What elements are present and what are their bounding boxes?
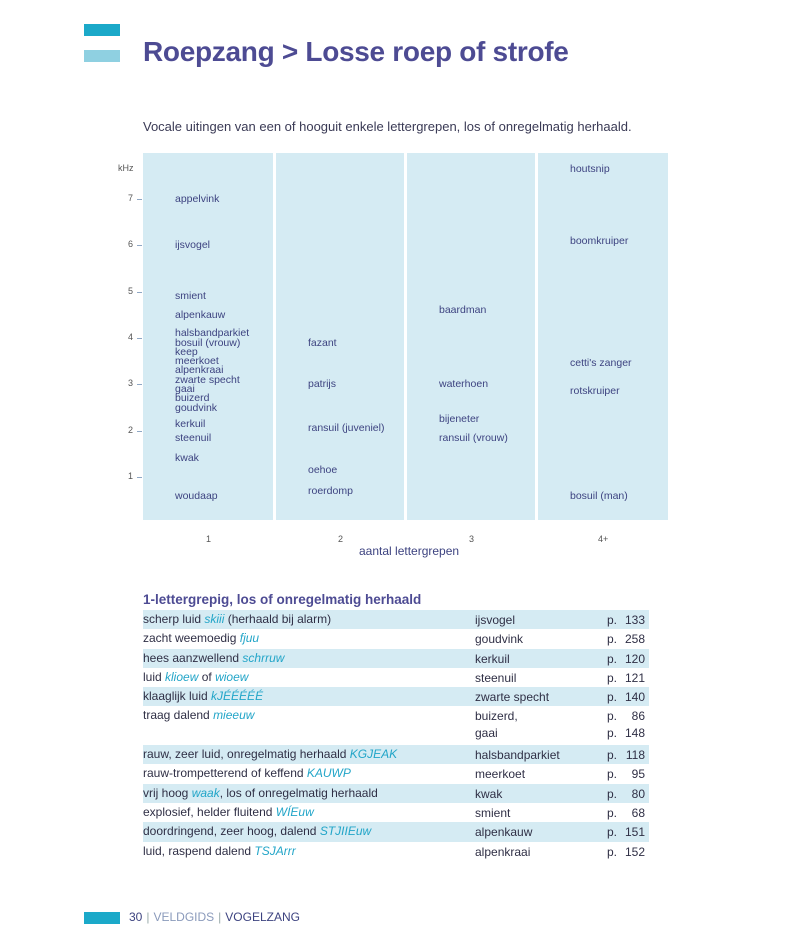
species-label: roerdomp <box>308 484 353 497</box>
page-prefix <box>607 786 617 803</box>
bird-name <box>475 708 518 742</box>
description-text: rauw-trompetterend of keffend <box>143 766 307 781</box>
page-number-text: 95 <box>631 767 645 782</box>
call-transcription: skiii <box>204 612 225 626</box>
page-prefix-text: p. <box>607 786 618 801</box>
bird-name <box>475 651 510 668</box>
species-label: alpenkraai <box>175 364 224 377</box>
page-prefix-text: p. <box>607 690 618 705</box>
table-row <box>143 803 649 822</box>
bird-name <box>475 689 549 706</box>
y-tick-mark <box>137 431 142 432</box>
frequency-chart <box>143 153 668 520</box>
call-description <box>143 805 314 819</box>
call-transcription: schrruw <box>242 650 285 665</box>
page-prefix <box>607 805 617 822</box>
page-reference <box>626 747 645 764</box>
page-prefix-text: p. <box>607 825 618 840</box>
call-transcription: KAUWP <box>306 766 351 781</box>
y-tick-mark <box>137 338 142 339</box>
description-text: doordringend, zeer hoog, dalend <box>143 824 320 839</box>
page-number-text: 68 <box>631 805 645 820</box>
call-transcription: KGJEAK <box>349 747 398 762</box>
bird-name-text: ijsvogel <box>475 613 516 627</box>
page-prefix-text: p. <box>607 709 618 724</box>
description-text: klaaglijk luid <box>143 689 212 704</box>
species-label: ransuil (juveniel) <box>308 422 385 435</box>
species-label: ijsvogel <box>175 239 211 252</box>
call-transcription: mieeuw <box>213 708 255 723</box>
bird-name-text: alpenkauw <box>475 825 533 840</box>
species-label: rotskruiper <box>570 385 620 398</box>
call-description <box>143 670 248 684</box>
bird-name <box>475 824 532 841</box>
bird-name-text: gaai <box>475 726 498 741</box>
bird-name-text: kwak <box>475 786 503 801</box>
species-label: halsbandparkiet <box>175 327 250 340</box>
call-description <box>143 786 378 800</box>
species-label: woudaap <box>175 489 218 502</box>
table-row <box>143 629 649 648</box>
page-prefix <box>607 844 617 861</box>
chart-column-3 <box>407 153 535 520</box>
bird-name-text: meerkoet <box>475 767 526 782</box>
call-description <box>143 612 331 626</box>
page-number-text: 152 <box>624 844 645 859</box>
species-label: gaai <box>175 382 195 395</box>
species-label: steenuil <box>175 431 212 444</box>
bird-name <box>475 844 530 861</box>
page-prefix <box>607 612 617 629</box>
page-title: Roepzang > Losse roep of strofe <box>143 36 569 67</box>
description-text: luid, raspend dalend <box>143 843 255 858</box>
page-prefix-text: p. <box>607 613 618 627</box>
description-text: zacht weemoedig <box>143 631 240 646</box>
species-label: kerkuil <box>175 417 206 430</box>
page-prefix-text: p. <box>607 670 618 685</box>
species-label: bijeneter <box>439 413 480 426</box>
y-tick-label: 4 <box>127 332 133 342</box>
table-row <box>143 610 649 629</box>
page-prefix <box>607 747 617 764</box>
page-prefix-text: p. <box>607 748 618 763</box>
table-row <box>143 822 649 841</box>
page-number-text: 120 <box>624 651 645 666</box>
y-tick-label: 3 <box>127 378 133 389</box>
bird-name <box>475 766 525 783</box>
bird-name-text: halsbandparkiet <box>475 748 560 763</box>
table-row <box>143 706 649 745</box>
description-text: , los of onregelmatig herhaald <box>219 785 378 800</box>
y-tick-label: 1 <box>127 471 133 481</box>
y-tick-label: 7 <box>127 193 133 204</box>
section-title: 1-lettergrepig, los of onregelmatig herhaald <box>143 592 422 607</box>
description-text: scherp luid <box>143 612 205 626</box>
y-tick-mark <box>137 245 142 246</box>
bird-name <box>475 747 560 764</box>
x-tick-label: 1 <box>206 534 212 544</box>
page-reference <box>632 786 645 803</box>
bird-name <box>475 612 515 629</box>
species-label: baardman <box>439 304 487 317</box>
species-label: fazant <box>308 336 337 349</box>
footer-book: VELDGIDS <box>153 910 215 924</box>
call-transcription: fjuu <box>239 631 260 646</box>
species-label: zwarte specht <box>175 373 240 386</box>
description-text: hees aanzwellend <box>143 650 243 665</box>
species-label: alpenkauw <box>175 308 226 321</box>
y-tick-label: 5 <box>127 285 133 296</box>
call-description <box>143 766 351 780</box>
bird-name <box>475 786 502 803</box>
page-number-text: 118 <box>625 748 645 763</box>
page-prefix-text: p. <box>607 651 618 666</box>
species-label: appelvink <box>175 193 220 206</box>
species-label: meerkoet <box>175 355 219 368</box>
chart-column-4 <box>538 153 668 520</box>
species-label: bosuil (man) <box>570 489 628 502</box>
description-text: explosief, helder fluitend <box>143 804 276 819</box>
footer-accent-bar <box>84 912 120 924</box>
bird-name-text: steenuil <box>475 670 517 685</box>
call-description <box>143 844 296 858</box>
x-tick-label: 2 <box>338 534 344 544</box>
species-label: goudvink <box>175 401 218 414</box>
y-tick-label: 6 <box>127 239 133 250</box>
description-text: vrij hoog <box>143 785 192 800</box>
page-prefix <box>607 651 617 668</box>
table-row <box>143 745 649 764</box>
page-reference <box>625 824 645 841</box>
species-label: boomkruiper <box>570 234 629 247</box>
page-reference <box>632 805 645 822</box>
species-label: keep <box>175 345 198 358</box>
bird-name <box>475 805 510 822</box>
x-tick-label: 3 <box>469 534 475 544</box>
page-reference <box>625 651 645 668</box>
page-number-text: 148 <box>624 726 645 741</box>
table-row <box>143 784 649 803</box>
page-prefix-text: p. <box>607 767 618 782</box>
table-row <box>143 764 649 783</box>
bird-name-text: alpenkraai <box>475 844 531 859</box>
description-text: (herhaald bij alarm) <box>224 612 332 626</box>
page-prefix <box>607 670 617 687</box>
call-transcription: WÍEuw <box>275 804 314 819</box>
page-prefix <box>607 824 617 841</box>
page-number-text: 258 <box>624 632 645 647</box>
description-text: of <box>198 669 216 684</box>
page-number-text: 133 <box>624 613 645 627</box>
species-label: patrijs <box>308 378 337 391</box>
bird-name-text: zwarte specht <box>475 690 550 705</box>
description-text: luid <box>143 669 166 684</box>
call-description <box>143 689 263 703</box>
page-subtitle: Vocale uitingen van een of hooguit enkele lettergrepen, los of onregelmatig herhaald. <box>143 119 632 134</box>
description-text: rauw, zeer luid, onregelmatig herhaald <box>143 747 350 762</box>
page-reference <box>625 612 645 629</box>
chart-column-2 <box>276 153 404 520</box>
species-label: ransuil (vrouw) <box>439 431 508 444</box>
footer-section: VOGELZANG <box>225 910 300 924</box>
y-tick-label: 2 <box>127 424 133 435</box>
page-number: 30 <box>129 910 143 924</box>
species-label: houtsnip <box>570 162 610 175</box>
page-prefix-text: p. <box>607 805 618 820</box>
page-number-text: 80 <box>631 786 645 801</box>
page-number-text: 151 <box>624 825 645 840</box>
page-reference <box>632 766 645 783</box>
species-label: buizerd <box>175 392 210 405</box>
page-number-text: 140 <box>624 690 645 705</box>
species-label: waterhoen <box>439 378 489 391</box>
call-transcription: kJÉÉÉÉÉ <box>211 689 264 704</box>
bird-name-text: smient <box>475 805 511 820</box>
bird-name-text: kerkuil <box>475 651 510 666</box>
bird-name <box>475 631 523 648</box>
call-transcription: klioew <box>165 669 199 684</box>
y-tick-mark <box>137 292 142 293</box>
y-unit-label: kHz <box>118 163 134 173</box>
call-table <box>143 610 649 861</box>
table-row <box>143 687 649 706</box>
page-prefix-text: p. <box>607 632 618 647</box>
page-footer: 30 | VELDGIDS | VOGELZANG <box>129 910 300 924</box>
page-number-text: 86 <box>631 709 645 724</box>
call-description <box>143 631 259 645</box>
call-transcription: TSJArrr <box>254 843 296 858</box>
page-reference <box>625 708 645 742</box>
page-reference <box>625 844 645 861</box>
x-tick-label: 4+ <box>598 534 609 544</box>
table-row <box>143 842 649 861</box>
species-label: bosuil (vrouw) <box>175 336 241 349</box>
page-reference <box>625 670 645 687</box>
page-reference <box>625 689 645 706</box>
description-text: traag dalend <box>143 708 214 723</box>
page-reference <box>625 631 645 648</box>
call-description <box>143 824 371 838</box>
y-tick-mark <box>137 477 142 478</box>
y-tick-mark <box>137 384 142 385</box>
species-label: kwak <box>175 452 199 465</box>
species-label: oehoe <box>308 464 338 477</box>
page-prefix <box>607 708 617 742</box>
call-transcription: waak <box>191 785 220 800</box>
bird-name-text: buizerd, <box>475 709 518 724</box>
table-row <box>143 668 649 687</box>
species-label: cetti's zanger <box>570 357 632 370</box>
page-prefix <box>607 689 617 706</box>
call-description <box>143 747 397 761</box>
page-prefix <box>607 631 617 648</box>
y-tick-mark <box>137 199 142 200</box>
call-transcription: wioew <box>215 669 249 684</box>
call-description <box>143 651 284 665</box>
call-description <box>143 708 254 722</box>
page-prefix-text: p. <box>607 726 618 741</box>
call-transcription: STJIIEuw <box>319 824 372 839</box>
page-number-text: 121 <box>624 670 645 685</box>
x-axis-title: aantal lettergrepen <box>359 544 460 558</box>
page-prefix <box>607 766 617 783</box>
page-prefix-text: p. <box>607 844 618 859</box>
species-label: smient <box>175 290 206 303</box>
header-accent-bar-light <box>84 50 120 62</box>
table-row <box>143 649 649 668</box>
bird-name-text: goudvink <box>475 632 524 647</box>
header-accent-bar-dark <box>84 24 120 36</box>
bird-name <box>475 670 516 687</box>
